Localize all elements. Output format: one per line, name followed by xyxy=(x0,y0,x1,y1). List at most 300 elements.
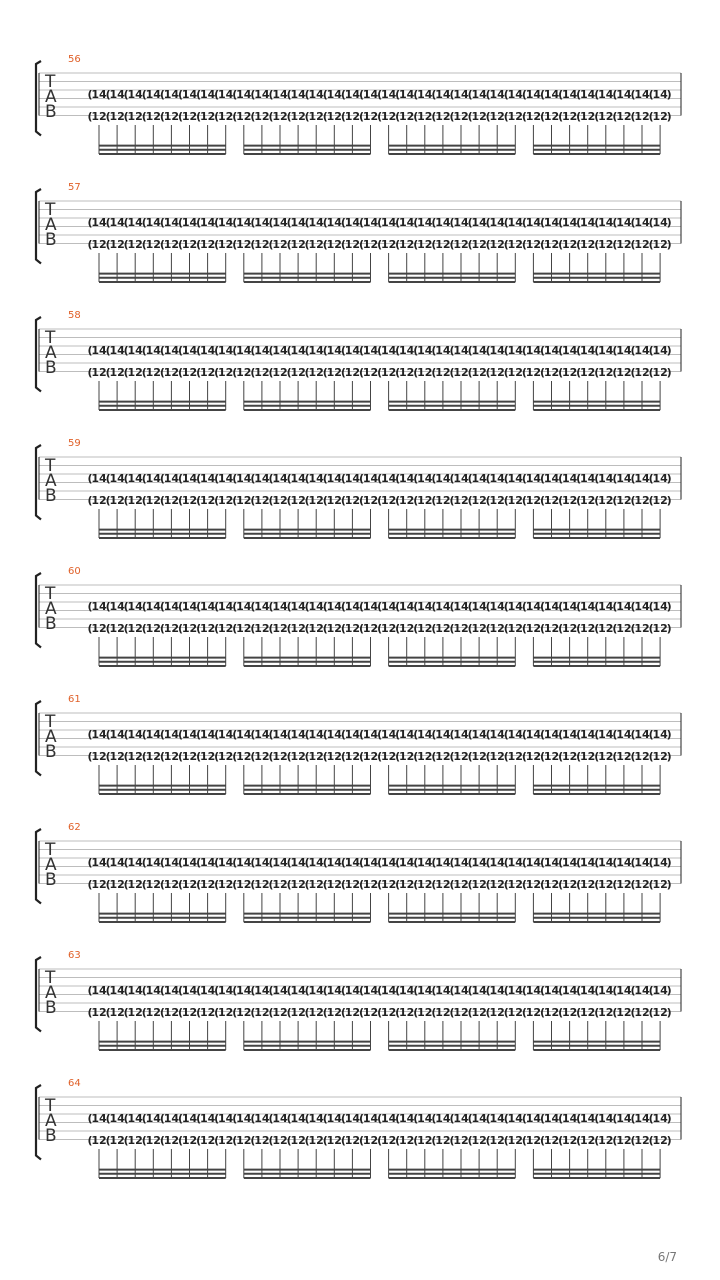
fret-number: 14 xyxy=(163,1112,180,1125)
ghost-bracket: ( xyxy=(558,984,564,997)
fret-number: 12 xyxy=(634,750,650,763)
fret-number: 12 xyxy=(308,1006,324,1019)
fret-number: 12 xyxy=(181,878,198,891)
ghost-bracket: ( xyxy=(123,366,129,379)
ghost-bracket: ( xyxy=(395,238,401,251)
fret-number: 14 xyxy=(399,856,415,869)
ghost-bracket: ( xyxy=(558,216,564,229)
ghost-bracket: ( xyxy=(159,750,165,763)
fret-number: 14 xyxy=(199,472,216,485)
fret-number: 14 xyxy=(91,856,107,869)
ghost-bracket: ( xyxy=(159,494,165,507)
fret-number: 14 xyxy=(326,216,342,229)
fret-number: 12 xyxy=(308,622,324,635)
fret-number: 14 xyxy=(543,600,560,613)
fret-number: 14 xyxy=(344,88,361,101)
fret-number: 14 xyxy=(652,600,668,613)
ghost-bracket: ( xyxy=(340,238,346,251)
ghost-bracket: ( xyxy=(612,750,618,763)
fret-number: 14 xyxy=(471,472,487,485)
fret-number: 12 xyxy=(417,750,433,763)
ghost-bracket: ( xyxy=(304,216,310,229)
measure-number: 62 xyxy=(68,822,81,833)
ghost-bracket: ( xyxy=(485,856,491,869)
fret-number: 12 xyxy=(507,238,523,251)
ghost-bracket: ( xyxy=(594,366,600,379)
fret-number: 14 xyxy=(634,1112,650,1125)
ghost-bracket: ( xyxy=(87,622,93,635)
fret-number: 14 xyxy=(471,216,487,229)
fret-number: 14 xyxy=(236,600,252,613)
fret-number: 12 xyxy=(290,366,306,379)
fret-number: 14 xyxy=(181,728,198,741)
ghost-bracket: ( xyxy=(576,1006,582,1019)
ghost-bracket: ( xyxy=(467,622,473,635)
fret-number: 12 xyxy=(525,878,542,891)
fret-number: 12 xyxy=(362,750,379,763)
ghost-bracket: ( xyxy=(232,110,238,123)
ghost-bracket: ( xyxy=(232,366,238,379)
fret-number: 12 xyxy=(616,110,632,123)
ghost-bracket: ( xyxy=(395,856,401,869)
fret-number: 14 xyxy=(272,88,288,101)
fret-number: 12 xyxy=(290,622,306,635)
fret-number: 14 xyxy=(616,1112,632,1125)
fret-number: 12 xyxy=(489,1134,505,1147)
ghost-bracket: ( xyxy=(648,1134,654,1147)
ghost-bracket: ( xyxy=(521,216,527,229)
fret-number: 14 xyxy=(272,472,288,485)
fret-number: 14 xyxy=(181,216,198,229)
measure-number: 59 xyxy=(68,438,81,449)
ghost-bracket: ( xyxy=(304,856,310,869)
fret-number: 12 xyxy=(308,878,324,891)
ghost-bracket: ( xyxy=(630,238,636,251)
ghost-bracket: ( xyxy=(358,622,365,635)
fret-number: 12 xyxy=(580,494,596,507)
ghost-bracket: ( xyxy=(340,1006,346,1019)
ghost-bracket: ( xyxy=(449,88,455,101)
ghost-bracket: ( xyxy=(286,1134,292,1147)
fret-number: 14 xyxy=(181,600,198,613)
ghost-bracket: ( xyxy=(214,88,220,101)
ghost-bracket: ) xyxy=(666,1006,672,1019)
fret-number: 14 xyxy=(290,88,306,101)
fret-number: 14 xyxy=(652,984,668,997)
page-number: 6/7 xyxy=(657,1250,677,1264)
ghost-bracket: ) xyxy=(666,728,672,741)
ghost-bracket: ) xyxy=(666,622,672,635)
fret-number: 12 xyxy=(344,622,361,635)
ghost-bracket: ( xyxy=(340,1112,346,1125)
ghost-bracket: ( xyxy=(594,344,600,357)
ghost-bracket: ( xyxy=(558,238,564,251)
fret-number: 12 xyxy=(290,750,306,763)
ghost-bracket: ( xyxy=(214,472,220,485)
fret-number: 14 xyxy=(417,856,433,869)
fret-number: 14 xyxy=(453,728,469,741)
ghost-bracket: ( xyxy=(612,472,618,485)
ghost-bracket: ( xyxy=(159,238,165,251)
ghost-bracket: ) xyxy=(666,238,672,251)
ghost-bracket: ( xyxy=(304,344,310,357)
ghost-bracket: ( xyxy=(232,472,238,485)
ghost-bracket: ( xyxy=(612,88,618,101)
measure-number: 56 xyxy=(68,54,81,65)
ghost-bracket: ( xyxy=(485,600,491,613)
ghost-bracket: ( xyxy=(558,366,564,379)
fret-number: 14 xyxy=(507,984,523,997)
ghost-bracket: ( xyxy=(395,88,401,101)
fret-number: 14 xyxy=(145,344,161,357)
ghost-bracket: ( xyxy=(431,856,437,869)
fret-number: 12 xyxy=(453,110,469,123)
fret-number: 12 xyxy=(109,622,125,635)
ghost-bracket: ( xyxy=(358,238,365,251)
ghost-bracket: ( xyxy=(648,238,654,251)
fret-number: 14 xyxy=(91,344,107,357)
ghost-bracket: ( xyxy=(449,472,455,485)
ghost-bracket: ( xyxy=(214,984,220,997)
ghost-bracket: ( xyxy=(87,1112,93,1125)
tab-clef-b: B xyxy=(45,614,57,634)
ghost-bracket: ( xyxy=(413,750,419,763)
fret-number: 12 xyxy=(272,750,288,763)
ghost-bracket: ( xyxy=(340,728,346,741)
fret-number: 14 xyxy=(181,344,198,357)
ghost-bracket: ( xyxy=(467,600,473,613)
fret-number: 14 xyxy=(199,88,216,101)
fret-number: 12 xyxy=(91,238,107,251)
ghost-bracket: ( xyxy=(521,238,527,251)
ghost-bracket: ( xyxy=(539,600,546,613)
fret-number: 14 xyxy=(199,344,216,357)
fret-number: 14 xyxy=(507,728,523,741)
fret-number: 14 xyxy=(109,984,125,997)
fret-number: 12 xyxy=(163,366,180,379)
ghost-bracket: ( xyxy=(503,622,509,635)
ghost-bracket: ( xyxy=(177,1006,184,1019)
ghost-bracket: ( xyxy=(648,856,654,869)
fret-number: 12 xyxy=(236,878,252,891)
ghost-bracket: ( xyxy=(594,728,600,741)
ghost-bracket: ) xyxy=(666,88,672,101)
fret-number: 12 xyxy=(616,750,632,763)
fret-number: 14 xyxy=(580,344,596,357)
ghost-bracket: ( xyxy=(485,728,491,741)
ghost-bracket: ( xyxy=(395,1006,401,1019)
ghost-bracket: ( xyxy=(196,1112,202,1125)
fret-number: 14 xyxy=(91,88,107,101)
fret-number: 12 xyxy=(163,238,180,251)
ghost-bracket: ( xyxy=(648,472,654,485)
ghost-bracket: ( xyxy=(431,600,437,613)
ghost-bracket: ( xyxy=(250,344,256,357)
fret-number: 14 xyxy=(380,472,397,485)
ghost-bracket: ( xyxy=(286,984,292,997)
fret-number: 14 xyxy=(489,728,505,741)
ghost-bracket: ( xyxy=(612,878,618,891)
tab-clef-b: B xyxy=(45,998,57,1018)
fret-number: 12 xyxy=(236,494,252,507)
fret-number: 14 xyxy=(634,472,650,485)
fret-number: 14 xyxy=(199,984,216,997)
fret-number: 14 xyxy=(616,728,632,741)
ghost-bracket: ( xyxy=(196,472,202,485)
fret-number: 12 xyxy=(543,110,560,123)
tab-system-62 xyxy=(36,822,681,922)
fret-number: 12 xyxy=(399,1006,415,1019)
ghost-bracket: ( xyxy=(395,344,401,357)
fret-number: 12 xyxy=(435,494,451,507)
fret-number: 12 xyxy=(181,494,198,507)
ghost-bracket: ( xyxy=(105,984,111,997)
ghost-bracket: ( xyxy=(648,88,654,101)
ghost-bracket: ( xyxy=(123,1006,129,1019)
ghost-bracket: ( xyxy=(485,494,491,507)
fret-number: 12 xyxy=(272,110,288,123)
fret-number: 12 xyxy=(507,494,523,507)
fret-number: 14 xyxy=(109,1112,125,1125)
ghost-bracket: ( xyxy=(141,984,147,997)
ghost-bracket: ( xyxy=(449,110,455,123)
fret-number: 12 xyxy=(326,1006,342,1019)
ghost-bracket: ( xyxy=(467,728,473,741)
ghost-bracket: ( xyxy=(377,1112,383,1125)
fret-number: 12 xyxy=(580,238,596,251)
fret-number: 12 xyxy=(199,622,216,635)
fret-number: 14 xyxy=(561,856,578,869)
ghost-bracket: ) xyxy=(666,472,672,485)
ghost-bracket: ( xyxy=(232,88,238,101)
ghost-bracket: ) xyxy=(666,1134,672,1147)
ghost-bracket: ( xyxy=(485,1006,491,1019)
fret-number: 12 xyxy=(471,622,487,635)
ghost-bracket: ( xyxy=(177,622,184,635)
ghost-bracket: ( xyxy=(539,88,546,101)
ghost-bracket: ( xyxy=(539,750,546,763)
fret-number: 12 xyxy=(598,238,614,251)
fret-number: 12 xyxy=(543,1134,560,1147)
fret-number: 12 xyxy=(218,366,234,379)
ghost-bracket: ( xyxy=(304,728,310,741)
fret-number: 12 xyxy=(561,750,578,763)
fret-number: 12 xyxy=(254,1006,270,1019)
ghost-bracket: ( xyxy=(177,728,184,741)
fret-number: 12 xyxy=(218,622,234,635)
ghost-bracket: ( xyxy=(377,472,383,485)
ghost-bracket: ( xyxy=(177,1112,184,1125)
ghost-bracket: ( xyxy=(232,1006,238,1019)
fret-number: 14 xyxy=(380,600,397,613)
ghost-bracket: ( xyxy=(395,472,401,485)
ghost-bracket: ( xyxy=(503,88,509,101)
fret-number: 14 xyxy=(218,344,234,357)
ghost-bracket: ( xyxy=(196,600,202,613)
fret-number: 14 xyxy=(525,216,542,229)
ghost-bracket: ( xyxy=(377,366,383,379)
ghost-bracket: ( xyxy=(214,238,220,251)
ghost-bracket: ( xyxy=(467,110,473,123)
fret-number: 14 xyxy=(218,1112,234,1125)
fret-number: 12 xyxy=(290,238,306,251)
fret-number: 14 xyxy=(580,856,596,869)
ghost-bracket: ) xyxy=(666,1112,672,1125)
ghost-bracket: ( xyxy=(485,344,491,357)
ghost-bracket: ( xyxy=(87,366,93,379)
ghost-bracket: ( xyxy=(612,622,618,635)
ghost-bracket: ( xyxy=(630,344,636,357)
fret-number: 12 xyxy=(109,494,125,507)
fret-number: 12 xyxy=(489,366,505,379)
fret-number: 14 xyxy=(471,1112,487,1125)
ghost-bracket: ( xyxy=(268,238,274,251)
fret-number: 14 xyxy=(145,88,161,101)
ghost-bracket: ( xyxy=(648,728,654,741)
fret-number: 12 xyxy=(91,1134,107,1147)
fret-number: 12 xyxy=(218,110,234,123)
ghost-bracket: ( xyxy=(214,344,220,357)
fret-number: 12 xyxy=(181,110,198,123)
fret-number: 12 xyxy=(109,110,125,123)
fret-number: 12 xyxy=(199,1134,216,1147)
fret-number: 12 xyxy=(272,1006,288,1019)
ghost-bracket: ( xyxy=(322,750,328,763)
fret-number: 12 xyxy=(145,878,161,891)
fret-number: 12 xyxy=(127,878,143,891)
fret-number: 12 xyxy=(543,750,560,763)
ghost-bracket: ) xyxy=(666,750,672,763)
ghost-bracket: ( xyxy=(105,878,111,891)
fret-number: 14 xyxy=(561,216,578,229)
fret-number: 14 xyxy=(362,856,379,869)
fret-number: 12 xyxy=(380,110,397,123)
ghost-bracket: ( xyxy=(467,344,473,357)
fret-number: 12 xyxy=(380,494,397,507)
ghost-bracket: ) xyxy=(666,110,672,123)
fret-number: 12 xyxy=(417,494,433,507)
fret-number: 14 xyxy=(199,216,216,229)
tab-clef-a: A xyxy=(45,983,57,1003)
tab-clef-t: T xyxy=(45,456,56,476)
fret-number: 14 xyxy=(109,856,125,869)
ghost-bracket: ( xyxy=(196,622,202,635)
fret-number: 12 xyxy=(272,878,288,891)
fret-number: 14 xyxy=(525,728,542,741)
fret-number: 12 xyxy=(453,494,469,507)
fret-number: 14 xyxy=(561,1112,578,1125)
fret-number: 14 xyxy=(652,728,668,741)
ghost-bracket: ( xyxy=(594,494,600,507)
ghost-bracket: ( xyxy=(177,600,184,613)
fret-number: 12 xyxy=(616,238,632,251)
ghost-bracket: ( xyxy=(232,878,238,891)
fret-number: 14 xyxy=(236,344,252,357)
ghost-bracket: ( xyxy=(196,984,202,997)
fret-number: 12 xyxy=(91,1006,107,1019)
fret-number: 14 xyxy=(254,472,270,485)
ghost-bracket: ( xyxy=(340,984,346,997)
ghost-bracket: ( xyxy=(377,1006,383,1019)
ghost-bracket: ( xyxy=(340,110,346,123)
ghost-bracket: ( xyxy=(576,494,582,507)
ghost-bracket: ( xyxy=(340,366,346,379)
fret-number: 12 xyxy=(598,366,614,379)
ghost-bracket: ( xyxy=(413,344,419,357)
fret-number: 14 xyxy=(580,472,596,485)
ghost-bracket: ( xyxy=(105,600,111,613)
fret-number: 12 xyxy=(254,494,270,507)
ghost-bracket: ) xyxy=(666,344,672,357)
ghost-bracket: ( xyxy=(576,622,582,635)
measure-number: 61 xyxy=(68,694,81,705)
ghost-bracket: ( xyxy=(521,344,527,357)
ghost-bracket: ( xyxy=(558,472,564,485)
ghost-bracket: ( xyxy=(630,728,636,741)
fret-number: 14 xyxy=(290,600,306,613)
fret-number: 14 xyxy=(580,984,596,997)
fret-number: 14 xyxy=(616,88,632,101)
ghost-bracket: ( xyxy=(539,856,546,869)
ghost-bracket: ( xyxy=(648,366,654,379)
fret-number: 12 xyxy=(417,110,433,123)
fret-number: 12 xyxy=(199,110,216,123)
fret-number: 14 xyxy=(272,984,288,997)
ghost-bracket: ( xyxy=(123,728,129,741)
fret-number: 14 xyxy=(616,856,632,869)
fret-number: 12 xyxy=(145,110,161,123)
ghost-bracket: ( xyxy=(214,728,220,741)
fret-number: 12 xyxy=(507,366,523,379)
fret-number: 12 xyxy=(254,110,270,123)
fret-number: 14 xyxy=(145,600,161,613)
fret-number: 12 xyxy=(163,750,180,763)
ghost-bracket: ( xyxy=(521,984,527,997)
ghost-bracket: ( xyxy=(630,366,636,379)
ghost-bracket: ( xyxy=(123,750,129,763)
ghost-bracket: ( xyxy=(449,216,455,229)
fret-number: 14 xyxy=(471,344,487,357)
ghost-bracket: ( xyxy=(159,984,165,997)
fret-number: 12 xyxy=(308,1134,324,1147)
ghost-bracket: ( xyxy=(250,110,256,123)
ghost-bracket: ( xyxy=(648,984,654,997)
tab-clef-b: B xyxy=(45,230,57,250)
ghost-bracket: ( xyxy=(612,110,618,123)
ghost-bracket: ( xyxy=(503,110,509,123)
ghost-bracket: ( xyxy=(87,238,93,251)
fret-number: 12 xyxy=(435,238,451,251)
ghost-bracket: ( xyxy=(196,878,202,891)
ghost-bracket: ( xyxy=(141,622,147,635)
fret-number: 14 xyxy=(435,984,451,997)
fret-number: 12 xyxy=(435,622,451,635)
ghost-bracket: ( xyxy=(358,88,365,101)
tab-clef-t: T xyxy=(45,840,56,860)
fret-number: 12 xyxy=(326,622,342,635)
fret-number: 12 xyxy=(634,494,650,507)
ghost-bracket: ( xyxy=(358,600,365,613)
fret-number: 14 xyxy=(163,728,180,741)
ghost-bracket: ( xyxy=(449,494,455,507)
ghost-bracket: ( xyxy=(358,878,365,891)
fret-number: 14 xyxy=(218,728,234,741)
fret-number: 14 xyxy=(91,472,107,485)
tab-clef-t: T xyxy=(45,712,56,732)
fret-number: 14 xyxy=(561,472,578,485)
fret-number: 12 xyxy=(489,1006,505,1019)
fret-number: 12 xyxy=(199,366,216,379)
